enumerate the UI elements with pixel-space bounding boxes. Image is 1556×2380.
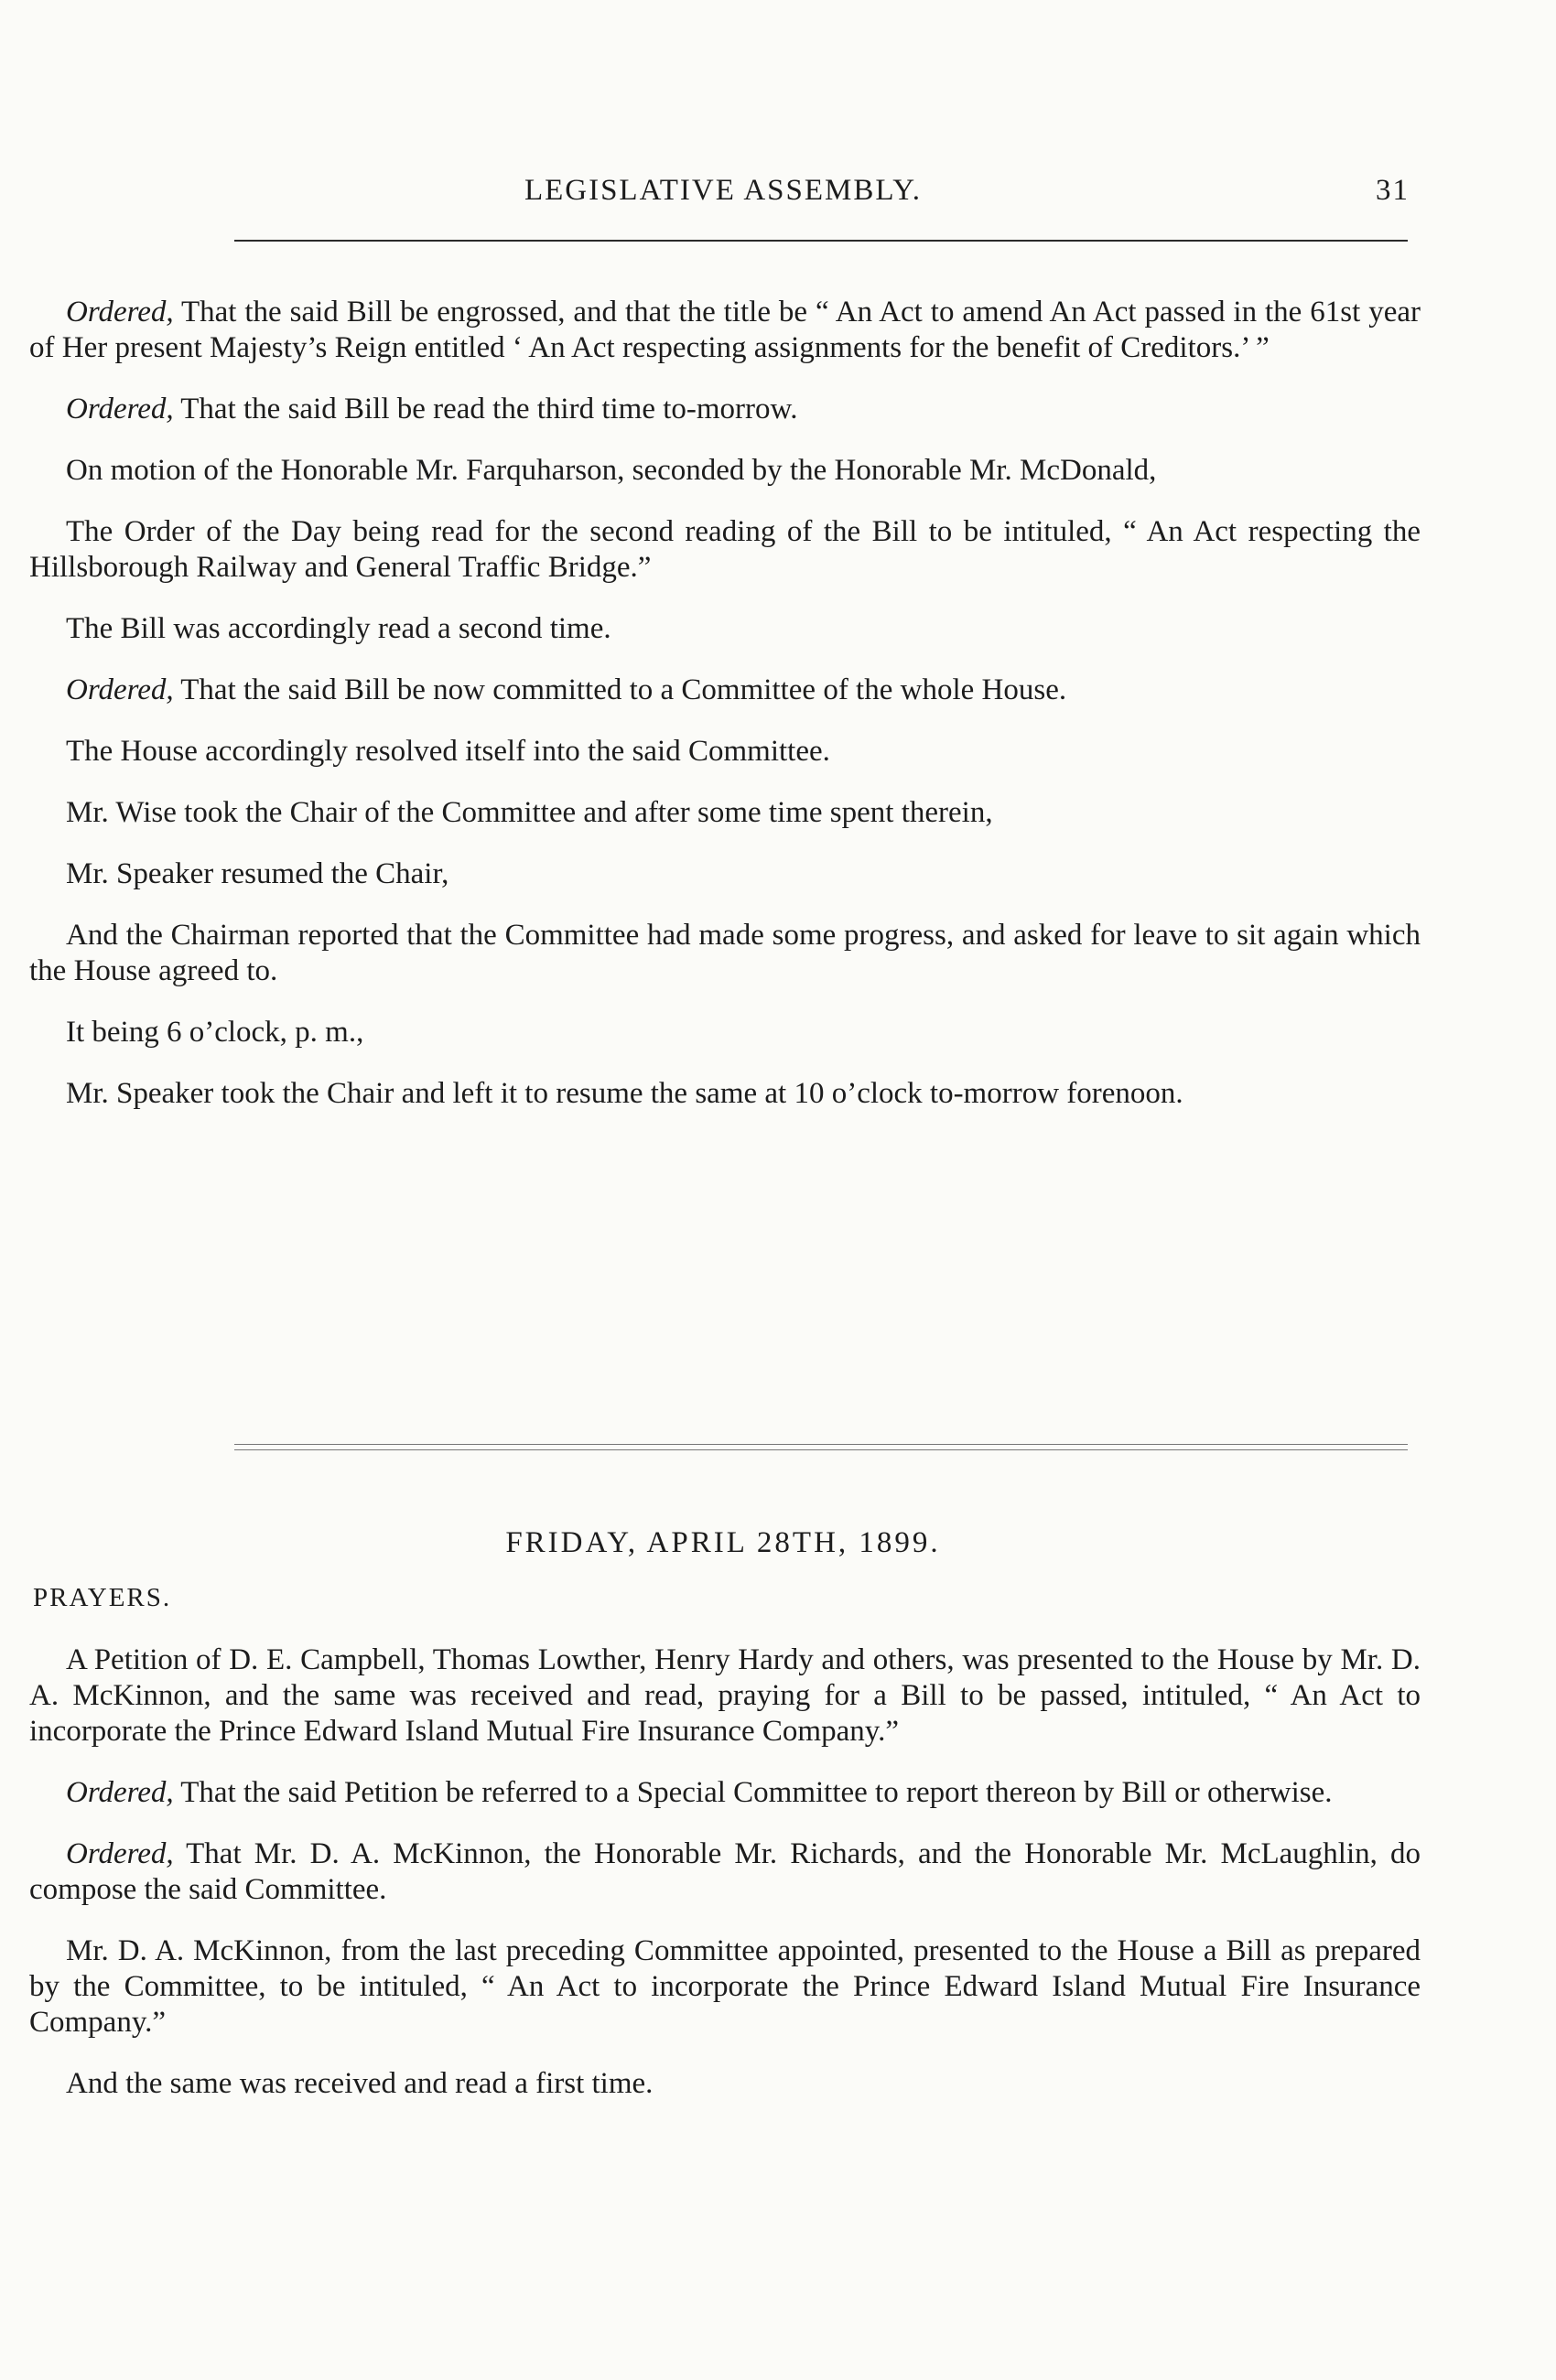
paragraph-text: That the said Bill be engrossed, and that the title be “ An Act to amend An Act passed in the 61st year of Her present Majesty’s Reign entitled ‘ An Act respecting assignments for the benefit of Creditors.’ ” — [29, 296, 1421, 364]
paragraph-text: Mr. D. A. McKinnon, from the last preceding Committee appointed, presented to the House a Bill as prepared by the Committee, to be intituled, “ An Act to incorporate the Prince Edward Island Mutual Fire Insurance Company.” — [29, 1934, 1421, 2039]
proceedings-section-2 — [29, 1642, 1421, 2127]
ordered-lead: Ordered, — [66, 393, 174, 425]
paragraph — [29, 1642, 1421, 1750]
paragraph — [29, 1076, 1421, 1112]
paragraph-text: Mr. Wise took the Chair of the Committee and after some time spent therein, — [66, 796, 993, 829]
page-number: 31 — [1376, 174, 1410, 207]
paragraph — [29, 1836, 1421, 1908]
header-rule — [234, 240, 1408, 242]
paragraph-text: On motion of the Honorable Mr. Farquharson, seconded by the Honorable Mr. McDonald, — [66, 454, 1157, 487]
paragraph-text: A Petition of D. E. Campbell, Thomas Lowther, Henry Hardy and others, was presented to the House by Mr. D. A. McKinnon, and the same was received and read, praying for a Bill to be passed, intituled, “ An Act to incorporate the Prince Edward Island Mutual Fire Insurance Company.” — [29, 1643, 1421, 1748]
paragraph-text: The Order of the Day being read for the second reading of the Bill to be intituled, “ An Act respecting the Hillsborough Railway and General Traffic Bridge.” — [29, 515, 1421, 584]
paragraph — [29, 2066, 1421, 2102]
paragraph — [29, 611, 1421, 647]
ordered-lead: Ordered, — [66, 1837, 174, 1870]
paragraph-text: Mr. Speaker took the Chair and left it to resume the same at 10 o’clock to-morrow forenoon. — [66, 1077, 1183, 1110]
paragraph-text: And the Chairman reported that the Committee had made some progress, and asked for leave to sit again which the House agreed to. — [29, 919, 1421, 987]
ordered-lead: Ordered, — [66, 1776, 174, 1809]
paragraph — [29, 514, 1421, 586]
paragraph-text: Mr. Speaker resumed the Chair, — [66, 857, 449, 890]
paragraph — [29, 392, 1421, 427]
paragraph-text: The Bill was accordingly read a second time. — [66, 612, 611, 645]
paragraph-text: And the same was received and read a first time. — [66, 2067, 654, 2100]
paragraph — [29, 295, 1421, 366]
running-title: LEGISLATIVE ASSEMBLY. — [524, 174, 923, 207]
paragraph-text: That Mr. D. A. McKinnon, the Honorable Mr. Richards, and the Honorable Mr. McLaughlin, do compose the said Committee. — [29, 1837, 1421, 1906]
paragraph — [29, 1933, 1421, 2041]
paragraph-text: That the said Petition be referred to a Special Committee to report thereon by Bill or otherwise. — [173, 1776, 1333, 1809]
proceedings-section-1 — [29, 295, 1421, 1137]
day-heading: FRIDAY, APRIL 28TH, 1899. — [505, 1526, 941, 1559]
paragraph-text: The House accordingly resolved itself into the said Committee. — [66, 735, 830, 768]
paragraph — [29, 453, 1421, 489]
paragraph — [29, 673, 1421, 708]
prayers-label: PRAYERS. — [33, 1583, 172, 1612]
section-divider-2 — [234, 1449, 1408, 1450]
section-divider — [234, 1444, 1408, 1445]
page-header — [37, 174, 1410, 220]
ordered-lead: Ordered, — [66, 673, 174, 706]
paragraph — [29, 918, 1421, 989]
ordered-lead: Ordered, — [66, 296, 174, 328]
paragraph-text: It being 6 o’clock, p. m., — [66, 1016, 364, 1049]
paragraph — [29, 734, 1421, 770]
paragraph — [29, 795, 1421, 831]
paragraph-text: That the said Bill be now committed to a Committee of the whole House. — [173, 673, 1067, 706]
paragraph — [29, 1775, 1421, 1811]
paragraph — [29, 1015, 1421, 1050]
paragraph — [29, 856, 1421, 892]
paragraph-text: That the said Bill be read the third time to-morrow. — [173, 393, 798, 425]
